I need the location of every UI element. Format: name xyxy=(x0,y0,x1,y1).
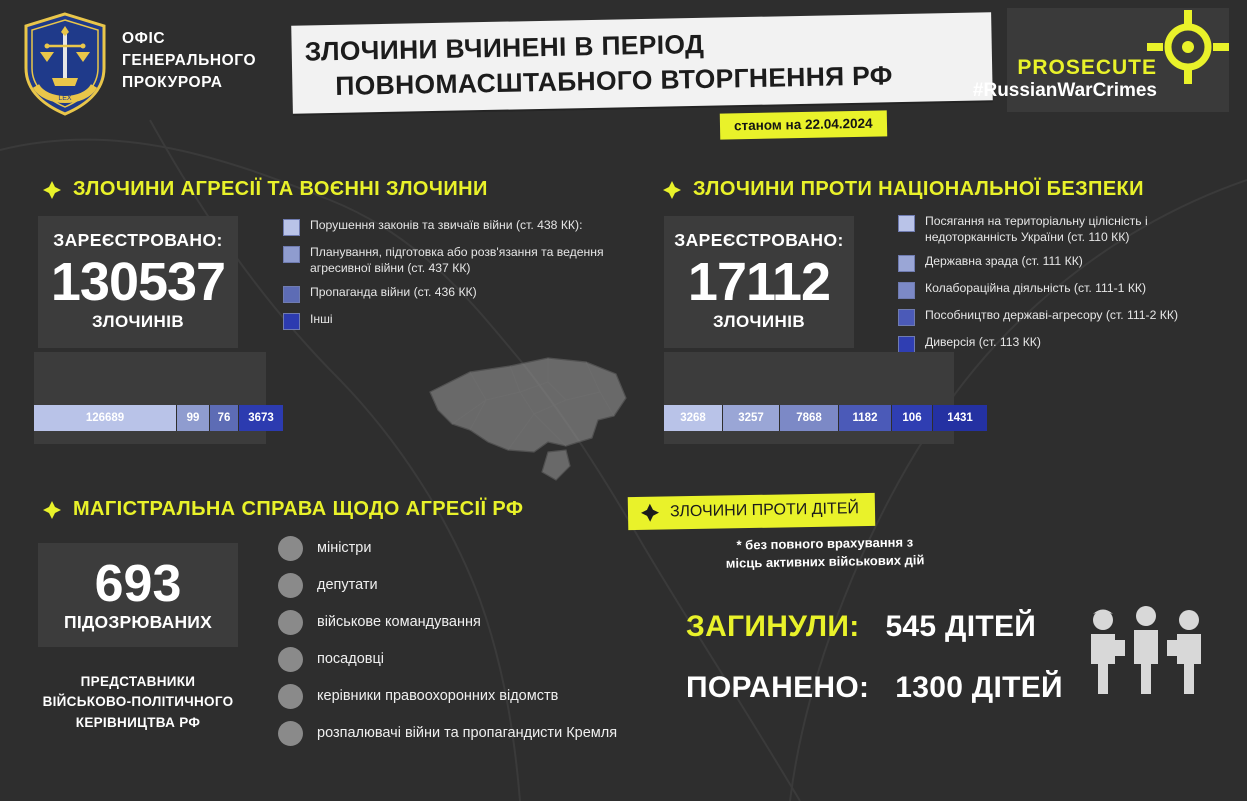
page-title xyxy=(304,21,995,104)
children-footnote xyxy=(700,533,951,572)
list-item xyxy=(278,573,617,598)
section-heading-children xyxy=(628,493,875,530)
suspects-caption-line-2: ВІЙСЬКОВО-ПОЛІТИЧНОГО xyxy=(42,694,234,710)
prosecute-word: PROSECUTE xyxy=(1017,56,1157,79)
list-item xyxy=(278,721,617,746)
legend-label: Колабораційна діяльність (ст. 111-1 КК) xyxy=(925,281,1147,296)
legend-label: Пропаганда війни (ст. 436 КК) xyxy=(310,285,477,300)
legend-swatch xyxy=(283,286,300,303)
legend-label: Пособництво державі-агресору (ст. 111-2 КК) xyxy=(925,308,1179,323)
circle-bullet-icon xyxy=(278,721,303,746)
circle-bullet-icon xyxy=(278,647,303,672)
suspects-caption xyxy=(38,672,238,733)
registered-unit-war: ЗЛОЧИНІВ xyxy=(91,312,185,332)
circle-bullet-icon xyxy=(278,684,303,709)
legend-label: Диверсія (ст. 113 КК) xyxy=(925,335,1041,350)
suspects-card xyxy=(38,543,238,647)
registered-card-national-security xyxy=(664,216,854,348)
suspect-category-label: міністри xyxy=(317,540,372,557)
children-killed-value: 545 ДІТЕЙ xyxy=(885,610,1037,643)
suspects-caption-line-3: КЕРІВНИЦТВА РФ xyxy=(75,714,201,730)
list-item xyxy=(278,536,617,561)
section-heading-national-security xyxy=(662,178,1144,201)
legend-item xyxy=(898,281,1198,299)
legend-label: Державна зрада (ст. 111 КК) xyxy=(925,254,1083,269)
svg-text:LEX: LEX xyxy=(58,95,72,102)
legend-swatch xyxy=(898,255,915,272)
org-line-2: ГЕНЕРАЛЬНОГО xyxy=(122,52,257,69)
legend-label: Планування, підготовка або розв'язання та ведення агресивної війни (ст. 437 КК) xyxy=(310,245,604,275)
bar-segment: 7868 xyxy=(780,405,839,431)
legend-war-crimes xyxy=(283,218,613,339)
legend-item xyxy=(283,285,613,303)
legend-swatch xyxy=(898,309,915,326)
bar-segment: 76 xyxy=(210,405,239,431)
list-item xyxy=(278,684,617,709)
stacked-bar-national-security xyxy=(664,405,987,431)
suspects-caption-line-1: ПРЕДСТАВНИКИ xyxy=(80,674,196,689)
legend-item xyxy=(283,218,613,236)
org-line-1: ОФІС xyxy=(122,30,166,47)
list-item xyxy=(278,610,617,635)
legend-item xyxy=(898,254,1198,272)
legend-swatch xyxy=(898,336,915,353)
children-killed-stat xyxy=(686,610,1036,644)
diamond-bullet-icon xyxy=(640,503,660,523)
suspect-category-label: розпалювачі війни та пропагандисти Кремля xyxy=(317,725,618,742)
diamond-bullet-icon xyxy=(662,180,682,200)
prosecute-hashtag xyxy=(973,56,1157,101)
section-heading-war-crimes xyxy=(42,178,488,201)
section-heading-aggression-case xyxy=(42,498,523,521)
registered-label-war: ЗАРЕЄСТРОВАНО: xyxy=(53,230,223,250)
diamond-bullet-icon xyxy=(42,180,62,200)
children-wounded-stat xyxy=(686,671,1063,705)
legend-swatch xyxy=(283,246,300,263)
legend-swatch xyxy=(283,313,300,330)
legend-swatch xyxy=(898,282,915,299)
bar-segment: 126689 xyxy=(34,405,177,431)
list-item xyxy=(278,647,617,672)
legend-label: Інші xyxy=(310,312,333,327)
registered-card-war-crimes xyxy=(38,216,238,348)
section-title-aggression-case: МАГІСТРАЛЬНА СПРАВА ЩОДО АГРЕСІЇ РФ xyxy=(73,498,524,520)
suspect-categories-list xyxy=(278,536,617,758)
bar-segment: 1182 xyxy=(839,405,892,431)
stacked-bar-war-crimes xyxy=(34,405,283,431)
suspect-category-label: військове командування xyxy=(317,614,481,631)
section-title-national-security: ЗЛОЧИНИ ПРОТИ НАЦІОНАЛЬНОЇ БЕЗПЕКИ xyxy=(693,178,1144,200)
bar-segment: 3673 xyxy=(239,405,283,431)
children-wounded-value: 1300 ДІТЕЙ xyxy=(895,671,1063,704)
circle-bullet-icon xyxy=(278,573,303,598)
org-line-3: ПРОКУРОРА xyxy=(122,74,223,91)
bar-segment: 3268 xyxy=(664,405,723,431)
legend-item xyxy=(898,308,1198,326)
suspect-category-label: керівники правоохоронних відомств xyxy=(317,688,559,705)
suspect-category-label: посадовці xyxy=(317,651,384,668)
children-footnote-line-1: * без повного врахування з xyxy=(736,534,914,553)
hashtag-russianwarcrimes: #RussianWarCrimes xyxy=(972,79,1157,101)
circle-bullet-icon xyxy=(278,536,303,561)
diamond-bullet-icon xyxy=(42,500,62,520)
title-line-2: ПОВНОМАСШТАБНОГО ВТОРГНЕННЯ РФ xyxy=(335,60,893,102)
legend-item xyxy=(283,312,613,330)
bar-segment: 99 xyxy=(177,405,210,431)
registered-value-war: 130537 xyxy=(50,252,226,312)
bar-segment: 3257 xyxy=(723,405,780,431)
registered-value-security: 17112 xyxy=(687,252,831,312)
legend-item xyxy=(898,214,1198,245)
section-title-war-crimes: ЗЛОЧИНИ АГРЕСІЇ ТА ВОЄННІ ЗЛОЧИНИ xyxy=(73,178,488,200)
as-of-date-badge: станом на 22.04.2024 xyxy=(720,110,887,139)
suspects-label: ПІДОЗРЮВАНИХ xyxy=(64,611,212,632)
circle-bullet-icon xyxy=(278,610,303,635)
suspects-count: 693 xyxy=(94,555,182,613)
bar-segment: 106 xyxy=(892,405,933,431)
section-title-children: ЗЛОЧИНИ ПРОТИ ДІТЕЙ xyxy=(669,500,860,521)
title-line-1: ЗЛОЧИНИ ВЧИНЕНІ В ПЕРІОД xyxy=(304,28,705,67)
legend-label: Порушення законів та звичаїв війни (ст. 438 КК): xyxy=(310,218,583,232)
bar-segment: 1431 xyxy=(933,405,987,431)
registered-label-security: ЗАРЕЄСТРОВАНО: xyxy=(674,230,844,250)
children-killed-label: ЗАГИНУЛИ: xyxy=(686,610,860,643)
children-wounded-label: ПОРАНЕНО: xyxy=(686,671,870,704)
suspect-category-label: депутати xyxy=(317,577,378,594)
legend-item xyxy=(283,245,613,276)
children-footnote-line-2: місць активних військових дій xyxy=(725,551,925,571)
legend-swatch xyxy=(283,219,300,236)
children-figures-icon xyxy=(1081,604,1211,696)
legend-item xyxy=(898,335,1198,353)
legend-label: Посягання на територіальну цілісність і недоторканність України (ст. 110 КК) xyxy=(925,214,1148,244)
prosecutor-general-emblem xyxy=(22,12,108,116)
organization-title xyxy=(122,28,256,94)
legend-swatch xyxy=(898,215,915,232)
registered-unit-security: ЗЛОЧИНІВ xyxy=(712,312,806,332)
